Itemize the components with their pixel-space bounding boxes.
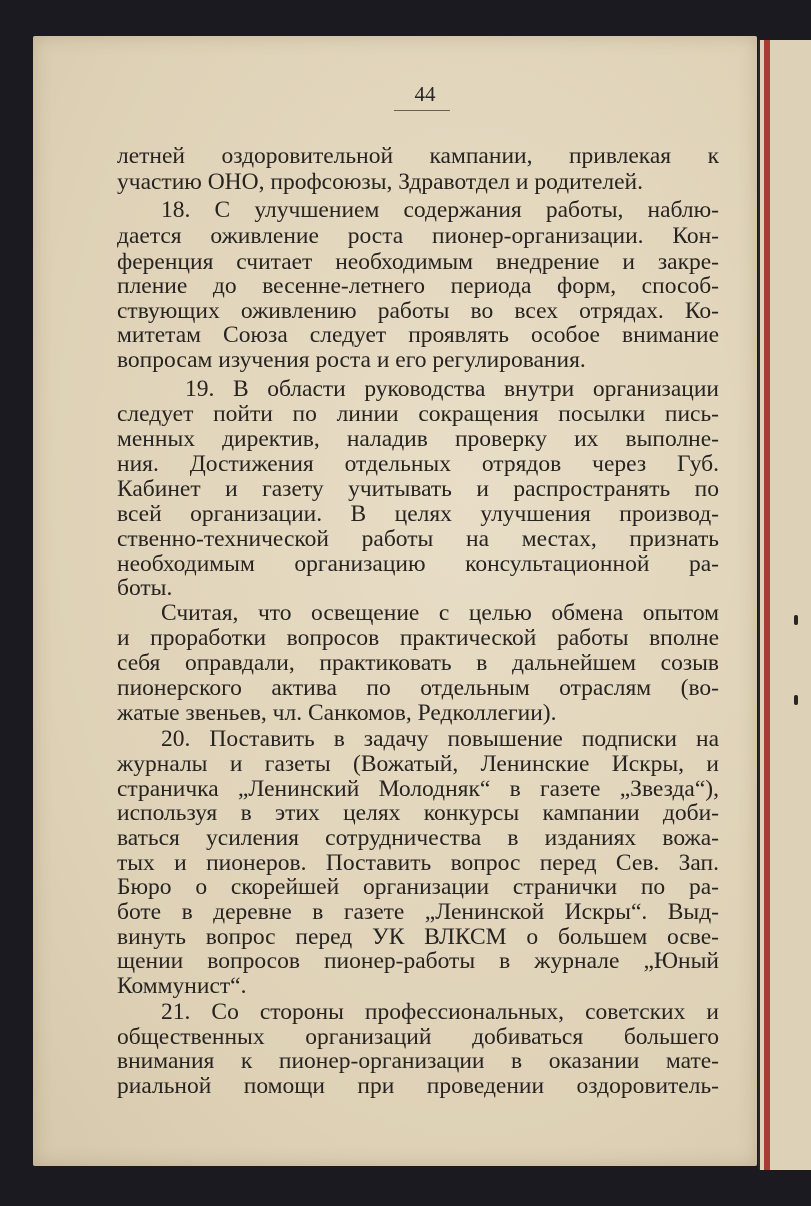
text-line: следует пойти по линии сокращения посылки пись- bbox=[117, 401, 719, 427]
book-spine bbox=[764, 40, 770, 1170]
text-line: 21. Со стороны профессиональных, советских и bbox=[161, 999, 719, 1025]
text-line: жатые звеньев, чл. Санкомов, Редколлегии). bbox=[117, 700, 557, 726]
text-line: менных директив, наладив проверку их выполне- bbox=[117, 426, 719, 452]
text-line: страничка „Ленинский Молодняк“ в газете „Звезда“), bbox=[117, 776, 719, 802]
text-line: 19. В области руководства внутри организации bbox=[185, 376, 719, 402]
text-line: митетам Союза следует проявлять особое внимание bbox=[117, 322, 719, 348]
text-line: необходимым организацию консультационной ра- bbox=[117, 551, 719, 577]
text-line: Считая, что освещение с целью обмена опытом bbox=[161, 600, 719, 626]
text-line: вопросам изучения роста и его регулирования. bbox=[117, 347, 586, 373]
page-number-rule bbox=[394, 110, 450, 111]
text-line: всей организации. В целях улучшения производ- bbox=[117, 501, 719, 527]
text-line: Бюро о скорейшей организации странички по ра- bbox=[117, 874, 719, 900]
text-line: Кабинет и газету учитывать и распространять по bbox=[117, 476, 719, 502]
text-line: 18. С улучшением содержания работы, наблю- bbox=[161, 197, 719, 223]
text-line: пионерского актива по отдельным отраслям (во- bbox=[117, 675, 719, 701]
text-line: Коммунист“. bbox=[117, 973, 247, 999]
text-line: 20. Поставить в задачу повышение подписки на bbox=[161, 726, 719, 752]
page-number: 44 bbox=[414, 82, 436, 106]
text-line: тых и пионеров. Поставить вопрос перед Сев. Зап. bbox=[117, 850, 719, 876]
text-line: ния. Достижения отдельных отрядов через Губ. bbox=[117, 451, 719, 477]
text-line: риальной помощи при проведении оздоровитель- bbox=[117, 1073, 719, 1099]
text-line: летней оздоровительной кампании, привлекая к bbox=[117, 143, 719, 169]
text-line: пление до весенне-летнего периода форм, способ- bbox=[117, 273, 719, 299]
text-line: ственно-технической работы на местах, признать bbox=[117, 526, 719, 552]
text-line: себя оправдали, практиковать в дальнейшем созыв bbox=[117, 650, 719, 676]
text-line: винуть вопрос перед УК ВЛКСМ о большем осве- bbox=[117, 924, 719, 950]
text-line: боте в деревне в газете „Ленинской Искры“. Выд- bbox=[117, 899, 719, 925]
text-line: дается оживление роста пионер-организации. Кон- bbox=[117, 223, 719, 249]
text-line: участию ОНО, профсоюзы, Здравотдел и родителей. bbox=[117, 169, 643, 195]
text-line: ваться усиления сотрудничества в изданиях вожа- bbox=[117, 825, 719, 851]
ink-mark bbox=[794, 615, 798, 625]
text-line: используя в этих целях конкурсы кампании доби- bbox=[117, 800, 719, 826]
adjacent-page bbox=[758, 40, 811, 1170]
text-line: общественных организаций добиваться большего bbox=[117, 1024, 719, 1050]
text-line: щении вопросов пионер-работы в журнале „Юный bbox=[117, 948, 719, 974]
text-line: ствующих оживлению работы во всех отрядах. Ко- bbox=[117, 298, 719, 324]
text-line: боты. bbox=[117, 575, 173, 601]
ink-mark bbox=[794, 695, 798, 705]
text-line: ференция считает необходимым внедрение и закре- bbox=[117, 249, 719, 275]
text-line: и проработки вопросов практической работы вполне bbox=[117, 625, 719, 651]
text-line: внимания к пионер-организации в оказании мате- bbox=[117, 1048, 719, 1074]
text-line: журналы и газеты (Вожатый, Ленинские Искры, и bbox=[117, 751, 719, 777]
